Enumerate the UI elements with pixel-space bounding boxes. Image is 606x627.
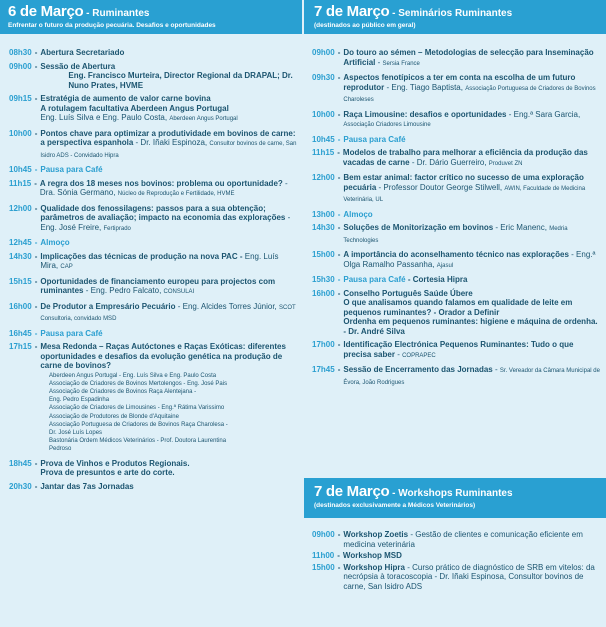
- round-table-row: 17h15 - Mesa Redonda – Raças Autóctones e Raças Exóticas: diferentes oportunidades e desafios da evolução genética na produção de carne de bovinos?: [9, 342, 286, 370]
- day3-title: - Workshops Ruminantes: [389, 488, 513, 499]
- session-row: 14h30 - Soluções de Monitorização em bovinos - Eric Manenc, Medria Technologies: [312, 223, 568, 244]
- coffee-break-row: 15h30 - Pausa para Café - Cortesia Hipra: [312, 275, 468, 284]
- session-row: 09h00 - Do touro ao sémen – Metodologias de selecção para Inseminação Artificial - Sersia France: [312, 48, 594, 67]
- session-row: 08h30 - Abertura Secretariado: [9, 48, 125, 57]
- coffee-break-row: 10h45 - Pausa para Café: [312, 134, 406, 144]
- session-row: 10h00 - Pontos chave para optimizar a produtividade em bovinos de carne: a perspectiva espanhola - Dr. Iñaki Espinoza, Consultor bovinos de carne, San Isidro ADS - Convidado Hipra: [9, 128, 297, 159]
- session-row: 10h00 - Raça Limousine: desafios e oportunidades - Eng.ª Sara Garcia, Associação Criadores Limousine: [312, 109, 581, 128]
- session-row: 17h45 - Sessão de Encerramento das Jornadas - Sr. Vereador da Câmara Municipal de Évora, João Rodrigues: [312, 365, 600, 386]
- round-table-participants: Aberdeen Angus Portugal - Eng. Luís Silva e Eng. Paulo Costa Associação de Criadores de Bovinos Mertolengos - Eng. José Pais Associação de Criadores de Bovinos Raça Alentejana - Eng. Pedro Espadinha Associação de Criadores de Limousines - Eng.ª Rátima Varissimo Associação de Produtores de Blonde d'Aquitaine Associação Portuguesa de Criadores de Bovinos Raça Charolesa - Dr. José Luís Lopes Bastonária Ordem Médicos Veterinários - Prof. Doutora Laurentina Pedroso: [49, 372, 228, 453]
- day3-date: 7 de Março: [314, 483, 390, 500]
- day1-title: - Ruminantes: [83, 8, 150, 19]
- day1-sessions: [0, 34, 302, 491]
- day2-title: - Seminários Ruminantes: [389, 8, 513, 19]
- day3-sessions: [304, 530, 606, 593]
- session-row: 16h00 - Conselho Português Saúde Úbere O que analisamos quando falamos em qualidade de leite em pequenos ruminantes? - Orador a Definir Ordenha em pequenos ruminantes: higiene e máquina de ordenha. - Dr. André Silva: [312, 288, 598, 336]
- day2-date: 7 de Março: [314, 3, 390, 20]
- workshop-row: 15h00 - Workshop Hipra - Curso prático de diagnóstico de SRB em vitelos: da necrópsia à toracoscopia - Dr. Iñaki Espinosa, Consultor bovinos de carne, San Isidro ADS: [312, 562, 595, 591]
- day2-subtitle: (destinados ao público em geral): [314, 22, 416, 29]
- session-row: 11h15 - A regra dos 18 meses nos bovinos: problema ou oportunidade? - Dra. Sónia Germano, Núcleo de Reprodução e Fertilidade, HVME: [9, 178, 288, 197]
- coffee-break-row: 10h45 - Pausa para Café: [9, 165, 103, 174]
- session-row: 16h00 - De Produtor a Empresário Pecuário - Eng. Alcides Torres Júnior, SCOT Consultoria, convidado MSD: [9, 301, 296, 322]
- session-row: 18h45 - Prova de Vinhos e Produtos Regionais. Prova de presuntos e arte do corte.: [9, 458, 190, 478]
- session-row: 09h15 - Estratégia de aumento de valor carne bovina A rotulagem facultativa Aberdeen Angus Portugal Eng. Luís Silva e Eng. Paulo Costa, Aberdeen Angus Portugal: [9, 94, 238, 122]
- session-row: 12h00 - Bem estar animal: factor crítico no sucesso de uma exploração pecuária - Professor Doutor George Stilwell, AWIN, Faculdade de Medicina Veterinária, UL: [312, 173, 586, 203]
- day1-subtitle: Enfrentar o futuro da produção pecuária. Desafios e oportunidades: [8, 22, 216, 29]
- session-row: 11h15 - Modelos de trabalho para melhorar a eficiência da produção das vacadas de carne - Dr. Dário Guerreiro, Produvet ZN: [312, 148, 588, 167]
- session-row: 12h00 - Qualidade dos fenossilagens: passos para a sua obtenção; parâmetros de avaliação; impacto na economia das explorações - Eng. José Freire, Fertiprado: [9, 203, 291, 232]
- session-row: 09h30 - Aspectos fenotípicos a ter em conta na escolha de um futuro reprodutor - Eng. Tiago Baptista, Associação Portuguesa de Criadores de Bovinos Charoleses: [312, 73, 596, 103]
- workshop-row: 09h00 - Workshop Zoetis - Gestão de clientes e comunicação eficiente em medicina veterinária: [312, 530, 583, 549]
- session-row: 15h00 - A importância do aconselhamento técnico nas explorações - Eng.ª Olga Ramalho Passanha, Ajasul: [312, 250, 596, 269]
- day2-column: [304, 0, 606, 392]
- session-row: 17h00 - Identificação Electrónica Pequenos Ruminantes: Tudo o que precisa saber - COPRAPEC: [312, 340, 574, 359]
- lunch-row: 12h45 - Almoço: [9, 238, 70, 247]
- day1-date: 6 de Março: [8, 3, 84, 20]
- lunch-row: 13h00 - Almoço: [312, 209, 373, 219]
- session-row: 20h30 - Jantar das 7as Jornadas: [9, 481, 134, 491]
- day1-column: [0, 0, 302, 495]
- session-row: 14h30 - Implicações das técnicas de produção na nova PAC - Eng. Luís Mira, CAP: [9, 251, 279, 270]
- day2-header: [304, 0, 606, 34]
- day3-subtitle: (destinados exclusivamente a Médicos Veterinários): [314, 502, 476, 509]
- day3-header: [304, 478, 606, 518]
- workshop-row: 11h00 - Workshop MSD: [312, 551, 402, 560]
- day1-header: [0, 0, 302, 34]
- session-row: 09h00 - Sessão de Abertura Eng. Francisco Murteira, Director Regional da DRAPAL; Dr. Nuno Prates, HVME: [9, 61, 293, 90]
- session-row: 15h15 - Oportunidades de financiamento europeu para projectos com ruminantes - Eng. Pedro Falcato, CONSULAI: [9, 276, 276, 295]
- coffee-break-row: 16h45 - Pausa para Café: [9, 328, 103, 338]
- day2-sessions: [304, 34, 606, 388]
